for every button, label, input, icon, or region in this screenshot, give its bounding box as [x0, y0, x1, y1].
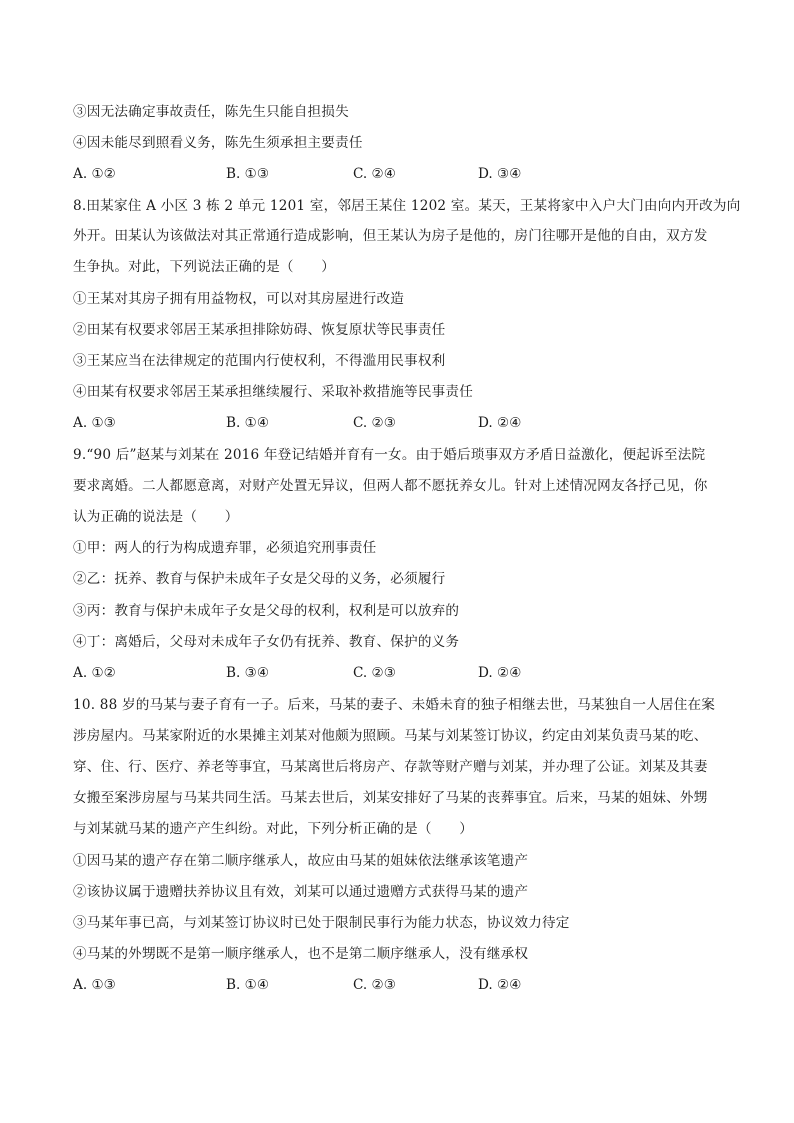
q8-option-b: B. ①④ — [226, 415, 270, 431]
q10-statement-3: ③马某年事已高，与刘某签订协议时已处于限制民事行为能力状态，协议效力待定 — [73, 915, 570, 931]
q7-option-d: D. ③④ — [478, 166, 522, 182]
q10-statement-1: ①因马某的遗产存在第二顺序继承人，故应由马某的姐妹依法继承该笔遗产 — [73, 853, 529, 869]
q9-stem-line-2: 要求离婚。二人都愿意离，对财产处置无异议，但两人都不愿抚养女儿。针对上述情况网友各抒己见，你 — [73, 478, 708, 494]
q10-stem-line-4: 女搬至案涉房屋与马某共同生活。马某去世后，刘某安排好了马某的丧葬事宜。后来，马某的姐妹、外甥 — [73, 790, 708, 806]
q9-option-a: A. ①② — [73, 665, 116, 681]
q9-statement-2: ②乙：抚养、教育与保护未成年子女是父母的义务，必须履行 — [73, 571, 446, 587]
q10-stem-line-5: 与刘某就马某的遗产产生纠纷。对此，下列分析正确的是（ ） — [73, 821, 474, 837]
q8-statement-3: ③王某应当在法律规定的范围内行使权利，不得滥用民事权利 — [73, 353, 446, 369]
q10-stem-line-2: 涉房屋内。马某家附近的水果摊主刘某对他颇为照顾。马某与刘某签订协议，约定由刘某负责马某的吃、 — [73, 728, 708, 744]
q10-stem-line-3: 穿、住、行、医疗、养老等事宜，马某离世后将房产、存款等财产赠与刘某，并办理了公证。刘某及其妻 — [73, 759, 708, 775]
q9-option-c: C. ②③ — [353, 665, 396, 681]
q9-statement-1: ①甲：两人的行为构成遗弃罪，必须追究刑事责任 — [73, 540, 377, 556]
q9-option-b: B. ③④ — [226, 665, 270, 681]
q10-statement-4: ④马某的外甥既不是第一顺序继承人，也不是第二顺序继承人，没有继承权 — [73, 946, 529, 962]
q8-statement-2: ②田某有权要求邻居王某承担排除妨碍、恢复原状等民事责任 — [73, 322, 446, 338]
q7-option-b: B. ①③ — [226, 166, 270, 182]
q9-statement-4: ④丁：离婚后，父母对未成年子女仍有抚养、教育、保护的义务 — [73, 634, 460, 650]
q10-option-b: B. ①④ — [226, 977, 270, 993]
q8-option-c: C. ②③ — [353, 415, 396, 431]
q8-stem-line-2: 外开。田某认为该做法对其正常通行造成影响，但王某认为房子是他的，房门往哪开是他的自由，双方发 — [73, 228, 708, 244]
q10-option-d: D. ②④ — [478, 977, 522, 993]
q7-option-c: C. ②④ — [353, 166, 396, 182]
q10-option-a: A. ①③ — [73, 977, 116, 993]
q7-option-a: A. ①② — [73, 166, 116, 182]
q9-option-d: D. ②④ — [478, 665, 522, 681]
q10-option-c: C. ②③ — [353, 977, 396, 993]
q9-stem-line-3: 认为正确的说法是（ ） — [73, 509, 239, 525]
q10-statement-2: ②该协议属于遗赠扶养协议且有效，刘某可以通过遗赠方式获得马某的遗产 — [73, 884, 529, 900]
q8-statement-4: ④田某有权要求邻居王某承担继续履行、采取补救措施等民事责任 — [73, 384, 474, 400]
q8-stem-line-1: 8.田某家住 A 小区 3 栋 2 单元 1201 室，邻居王某住 1202 室。某天，王某将家中入户大门由向内开改为向 — [73, 198, 741, 214]
q9-stem-line-1: 9.“90 后”赵某与刘某在 2016 年登记结婚并育有一女。由于婚后琐事双方矛盾日益激化，便起诉至法院 — [73, 447, 706, 463]
q10-stem-line-1: 10. 88 岁的马某与妻子育有一子。后来，马某的妻子、未婚未育的独子相继去世，马某独自一人居住在案 — [73, 697, 716, 713]
q7-statement-3: ③因无法确定事故责任，陈先生只能自担损失 — [73, 104, 349, 120]
q8-option-a: A. ①③ — [73, 415, 116, 431]
q7-statement-4: ④因未能尽到照看义务，陈先生须承担主要责任 — [73, 135, 363, 151]
q8-statement-1: ①王某对其房子拥有用益物权，可以对其房屋进行改造 — [73, 291, 405, 307]
q9-statement-3: ③丙：教育与保护未成年子女是父母的权利，权利是可以放弃的 — [73, 603, 460, 619]
q8-option-d: D. ②④ — [478, 415, 522, 431]
q8-stem-line-3: 生争执。对此，下列说法正确的是（ ） — [73, 259, 336, 275]
